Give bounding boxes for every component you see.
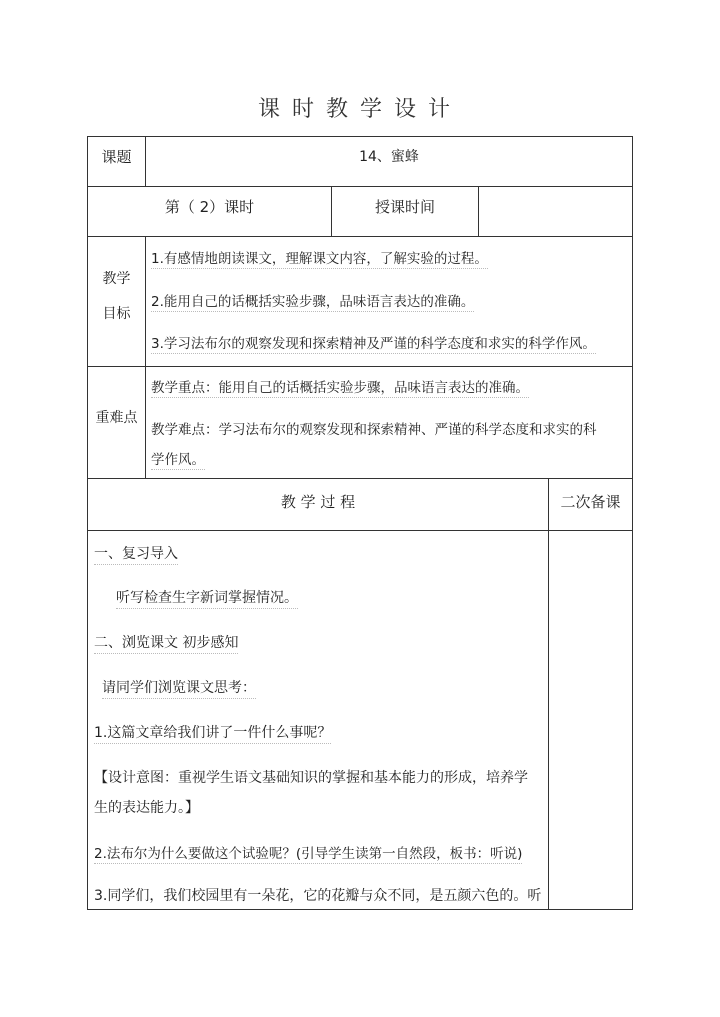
teaching-focus: 教学重点：能用自己的话概括实验步骤，品味语言表达的准确。 [151, 376, 529, 398]
page-title: 课时教学设计 [257, 97, 462, 122]
teaching-difficulty-line1: 教学难点：学习法布尔的观察发现和探索精神、严谨的科学态度和求实的科 [151, 422, 597, 438]
process-line-1: 一、复习导入 [94, 543, 178, 565]
process-line-2: 听写检查生字新词掌握情况。 [116, 587, 298, 609]
objectives-label-line2: 目标 [102, 306, 131, 322]
process-line-5: 1.这篇文章给我们讲了一件什么事呢？ [94, 722, 331, 744]
process-header: 教 学 过 程 [280, 493, 356, 511]
process-line-4: 请同学们浏览课文思考： [102, 677, 256, 699]
process-line-6: 【设计意图：重视学生语文基础知识的掌握和基本能力的形成，培养学 [94, 770, 528, 786]
objective-item-3: 3.学习法布尔的观察发现和探索精神及严谨的科学态度和求实的科学作风。 [151, 332, 596, 354]
key-points-label: 重难点 [95, 410, 138, 426]
process-line-9: 3.同学们，我们校园里有一朵花，它的花瓣与众不同，是五颜六色的。听 [94, 888, 542, 904]
time-label: 授课时间 [374, 198, 435, 216]
process-line-7: 生的表达能力。】 [94, 800, 199, 816]
process-line-3: 二、浏览课文 初步感知 [94, 632, 238, 654]
objectives-label-line1: 教学 [102, 271, 131, 287]
period-label: 第（ 2）课时 [164, 198, 255, 216]
topic-value: 14、蜜蜂 [359, 149, 419, 165]
objective-item-2: 2.能用自己的话概括实验步骤，品味语言表达的准确。 [151, 290, 474, 312]
second-prep-header: 二次备课 [560, 493, 621, 511]
topic-label: 课题 [101, 148, 132, 166]
teaching-difficulty-line2: 学作风。 [151, 448, 205, 470]
objective-item-1: 1.有感情地朗读课文，理解课文内容，了解实验的过程。 [151, 247, 488, 269]
process-line-8: 2.法布尔为什么要做这个试验呢？(引导学生读第一自然段，板书：听说) [94, 842, 522, 864]
